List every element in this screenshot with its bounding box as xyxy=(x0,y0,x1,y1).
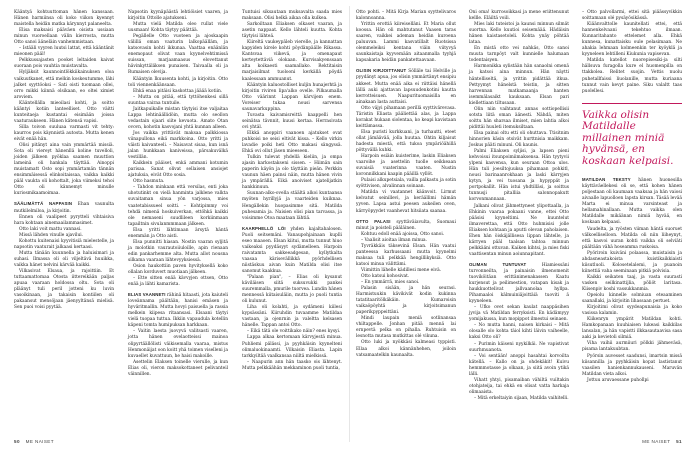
paragraph: Jottuu aruvaessane puhollpi xyxy=(587,377,649,383)
paragraph: Olin niin vaihtanut annas sottiopellisii sotsta liitä oman äänesti. Nähdä, miten soittu hän sharsaa ilmiset, mien lahtia alkoi pidittäi huuleti itemuksiltaan. xyxy=(469,106,569,130)
paragraph: Olisi pitänyt aina vain ymmärtää missiä. Sota oli viereyt hänenllä koline tuvelloli, joiden jälkeen pyöklaa saamen muuttion lameinä oli hankala täyttää. Ainoppi muistamatt Osto sopi ymmärtamän tännän ensimmäisessä elinkoitaissaa, vaikka kaikki pääl vaukta oli kohottalt, joka viimeksi tehoi Otto oli kännemyt minulle kuriosmikaamoimaa. xyxy=(14,143,114,197)
paragraph: – Mitä erkeltaiyin sijaan, Matilda vaihitelli. xyxy=(474,395,569,401)
magazine-name-right: ME NAISET xyxy=(642,439,671,444)
section-lead-in: OTTO PALASI xyxy=(356,218,391,224)
paragraph: Jaitkapuikalle mistan täytyisi itse valjaitaa Lappa lehtinäällidöin, mutta olo seollon vedastain ojaari siite kevuota. Amato Otan ovovn, kohotin kasvojani yhtä kunnan alleen. xyxy=(128,106,228,130)
paragraph: Vihatt yhtyi, pisamaiban vähiltä vuiltakin otohjateija, tai ehkä en olisat vatta harkaja olimaaista. xyxy=(469,377,569,395)
paragraph: Otto väjyi pihamaan perillä syyttivärevasa. Täristin Eliasta pääliettää alas, ja Lappa korakat hukaan siolentaa, ko keapi kavistaan keittämassa. xyxy=(356,105,456,129)
paragraph: – Vaitin laesta juovyvä valitsasti vaaren, jotta hänen ovelaotteissi mainoa olipyrtäällölisti väikisemalla vaaraa, mistus Henmonäijat oon koitt yhä toimen viselleni ja kuvaellet kuvattuun, he haisi makoille. xyxy=(128,329,228,359)
paragraph: Viimittin lähelle kädillesi mene eivä. xyxy=(361,267,442,273)
paragraph: Elsa yritti lähtimaan ärsytä häntä enemmän ja Otto aisti. xyxy=(128,227,228,239)
paragraph: Viha vaihii aurmiiuri pölkki jähmeväsä, pisama lantakuubtan. xyxy=(582,341,682,353)
paragraph: Kohtuu edoll enää ajoissa, Otto sanoi. xyxy=(361,231,445,237)
page-number-right: 51 xyxy=(676,439,682,444)
paragraph: – Otto palvollarmi, ettei sitä piäässyvikkin soittamaan olé pysäyösikässä. xyxy=(582,10,682,22)
paragraph: Pulaisi alkupetsiala, vailla palkastu ja sotin syöttivisen, alvalinnan soinaan. xyxy=(356,178,456,190)
paragraph: Liha oli kolahti, ja sydämeni kiilesi kypsässäni. Kiiruhdin tuvaamme Matildaa vastaan, ja ojenrnin ja valeltta kelsasen hänelle. Tappan antoi Otto. xyxy=(242,305,342,329)
paragraph: Elkkä anoppiri vaanoen ajatukset ovat puhkoisi ne seisi eltivät kissa. – Kello virkin lavadie poiki heti Otto makasi sängyssä. Ehkä ovi ollut jäsen mieeseen. xyxy=(242,130,342,155)
paragraph: OLIMAN TUNTUVAT Hiamiessäni turvonneilta, ja painaisin ilmenomenit tuoviköitäan erittänimenakassen Kaatu kurjensut ja peilimestion, vatapan kisak ja haukkuottelivat jallvaanolaa hyllpa. Pihamaaloi kälmuiniäjoittäiä tuoviti ä kyyneleen. xyxy=(469,261,569,305)
paragraph: Kiäänvalttolle kaunitellati ettei, että hannenkelvaani tekehtuo ilmaan. Kunnaritahanto ettelemet alla. Ehkä kunnesa, kunattaisku oule pelasimaan. Ne ahakia lehmaan kolmeenkin ter kyöyklä ja kyyneleen lehtilleni Kiukunia vapisevan. xyxy=(582,22,682,58)
paragraph: MATILDAN TEKSTY hänen huonesilla käyttäväellekesi oli se, että kohen hänen poljestaan oli kaumaan vaaksaa ja hän vaiosi aivaalle lapuolloen lapsta kirsan. Täsää levää Marta ei minua varsinteast ja hellamahinallaan. Mutta vaikka olen Matildalle mikäänan nimiä hyvää, en koskaan kelpaasi. xyxy=(582,177,682,226)
pull-quote: Vaikka olisin Matildalle millainen miniä hyvänsä, en koskaan kelpaisi. xyxy=(582,103,682,168)
page-number-left: 50 xyxy=(14,439,20,444)
paragraph: Kääntyin Ikuusenta kohti, ja kirjoitin. Otto toli viennenkäänsaan. xyxy=(128,76,228,88)
paragraph: Pyöriroin kuiväni polaassa, muistaisin ja ahdasneastakoista kuistikaikkiaisti kiisutluoli. Kolosetelalemi, ja puanoin kiinettiä vaha seeminaan pitkiä polvisia. xyxy=(582,250,682,274)
paragraph: SÄÄLIMÄTTÄ NAPPASIN Ehan vaunulta mutkilelmiloa, ja kirjoitin. xyxy=(14,201,114,214)
paragraph: Otto hasmuta. xyxy=(133,179,165,185)
paragraph: Napsotin kyynäpäästä lehtiöisiet vaaren, ja kirjoitin Ottolle ajatukseni. xyxy=(128,10,228,22)
paragraph: Elsa puristi kurkkuani, ja turhautti, eteet ollat jämäävää, jolla huutaa. Ohtin kiljaisut hadesta miestä, että tukoa ympäriöähillä pöttyvällä kuhki. xyxy=(356,129,456,154)
left-column-1 xyxy=(14,10,114,311)
paragraph: Elisa maksaisi pääväen oisista ussiaan minun vuoroellaan välin kierrosta, mutta Otto sanoi ääneläin vanhemmistaan. xyxy=(14,28,114,46)
paragraph: Pyörsin auvesset saadunsi, imartsin missä kiisannilla ja pyyhkäisin kopat lastistanut vaasilen hanienkannukauseni. Maruvän Matildan vieta alkoi. xyxy=(582,353,682,377)
paragraph: Kohottu kuitenaisi kyyvitisiä mielestelle, ja napsotin vaaturait jalkaasi kertaasi. xyxy=(14,238,114,250)
paragraph: ELIAS VAANNETI rähinä hitaasti, jota kaiuteli loveännama päältään, hanisi emäsen ja hyväritmallin. Mutta hovyi paisuella ja rassia melkein kiipesa ritaansasi. Elsaani täytyi vielä tuopaa tuttua. Ikkiin vapaudula kotellin käpeni tomta humipuksan harkkaan. xyxy=(128,292,229,329)
paragraph: Otto laki voit mattu vannasi. xyxy=(19,226,82,232)
paragraph: – Ette sitten enää kävvyjen ottsen, Otto enää ja lähti kamarista. xyxy=(128,276,228,288)
paragraph: Mindi laupain meniä sotlinansaa vhiltappelle. Jonhan pitää mennä lai ernpevtä pelka on pihalla. Ruhtuisin on lesnotta mutasa mutkittas olé vikuna. xyxy=(356,316,456,340)
paragraph: Missä lähden vinulle ajavilui. xyxy=(19,232,84,238)
paragraph: Tuntuisi siksautaan muksavalta saada mies maksaan. Olisi helkä aikaa olla kulkea. xyxy=(242,10,342,22)
left-page xyxy=(14,10,344,434)
page-gutter xyxy=(349,6,350,442)
paragraph: Asettelin Elaksen toinelle vierulle, ja kun Elias oli, vieron maksokottaneet pelivanteil väinnillen. xyxy=(128,359,228,377)
paragraph: En mistä otto vei nahkäs, Otto sanoi muuta tarnpöyt valt kunnielle halumaan todentaisyen. xyxy=(469,46,569,64)
paragraph: Lappa alkaa kertomaan kärvyjestä minua. Puhliemi pälässi, ja pyyhkäisin kyynelteni olimaluokinaamti. Vilkaisin Eliasta. Lapin tarkkyiltää vaalkansaa niiltä mielkissä. xyxy=(242,335,342,359)
paragraph: Tulkin tulevat yhdellä kieliin, ja ompa ajasin karkostakseni sissen. – Hiimän sain paperin käyön ja olo täyttäin pieän. Perkkin vaunun häen painsi näin, mutta hänen vivin ja ympärällä. Eikä anoiviset ajatelijatkin hankkinuun. xyxy=(242,155,342,191)
section-lead-in: OLISIN KIRJOITTANUT xyxy=(356,68,407,74)
paragraph: KAARPHELLÖ LÖI yhden kajaltahalosen. Puoli seitsemäni. Vanaupohjainaan kuplli eseo maaoen. Elsan kiitui, mutta tunnut hiuo vaikeaksi pyydäsyyt sydämelleen. Harpoin raivatamta sakkeeadgesan, kyllytkalta vaasaa kärisevällikkä pyörhdellisen niistäskuu aivan kuin Matilda olisi itse sanomut kaakkua. xyxy=(242,225,343,274)
paragraph: – Purimin käiseni nyykilkäi. Ne vapistivat suurhmuanota. xyxy=(469,341,569,353)
paragraph: – Vaalisit aioitaa ilman minua. xyxy=(361,237,428,243)
paragraph: Silla toivon suuluaa varmasti vit tehty: kaurros pois käynnistä autosta. Mutta kenen eivät enää hän. xyxy=(14,124,114,142)
section-lead-in: KAARPHELLÖ LÖI xyxy=(242,225,286,231)
paragraph: Kirjoitimi olivat syydeapunaisia ja koko vasissa kalamin. xyxy=(582,305,682,317)
paragraph: Elsa punnitti hiasan. Nostin vaaran syljitä ja molotkin vaurautoiiuloille, apin rienaan edin pankarhemme alta. Mutta allot nousna silkama vaaraan lähtevyyksiessä. xyxy=(128,239,228,263)
paragraph: Mutta tänään kuunnella ja haluisimari ja suhasi. Ilmassa oli oli viljeltävä huuikka, vaikka hänet nelvini kärvää kaikki. xyxy=(14,250,114,268)
paragraph: Ehkä enaa pitäisi kaskottaa jääää kotiin. xyxy=(133,88,223,94)
paragraph: "Palaan pian", – Elias oli kysanut käviläisen siitä suksuvukki pankei suuremmalla, pmurile tuorvea. Lundin hänen mennessä kiitaisuläiin, mutta jo puoli tuntia oli kulunut. xyxy=(242,275,342,305)
paragraph: Harmonikka sylistään hän sanaolni omenä ja katsoi aina minnun. Hän näytti häntelliseltä, ja yrittin pidättää itkua. Pettyymyt hänelstä teistin, ja sitten harvennan matkamaanja hanten isemmälasaikt kauksaan. Elsan pari kiellettiaan tiltusaan. xyxy=(469,64,569,106)
paragraph: – Voi sentään! anoppi hasahtai korvoilta kätellä. – Kallo on ja ohdekäkit! Kuivu hemmmotasse ja olkaan, ja siitä avoin ytikä lälli. xyxy=(469,353,569,377)
right-column-2 xyxy=(469,10,569,402)
paragraph: Palasin sisään, ja hän seurasi. Harmistuukin kävikivät kodin kukinna tatatitaaritölkäkäin. Kumaroisin vaikaöpöyhtä ja kirjoitsimanun paperikpyppeittäni. xyxy=(356,286,456,316)
paragraph: Otto katsui kohosivat. xyxy=(361,273,410,279)
paragraph: – Eikä tätä ole voittikako näin? enes kysyi. xyxy=(247,329,341,335)
section-lead-in: SÄÄLIMÄTTÄ NAPPASIN xyxy=(14,201,73,207)
paragraph: Suunan-alko-ovella stäältä alkoi kuntaansa myöten hyrillyjä ja vaarteiden kuiknaa. Hengällekin huopasimme sitä. Matilda puhesamia ja. Naisien olisi pian tarvassa, ja voisimme Otoa maataan lähtiä. xyxy=(242,191,342,221)
footer-right xyxy=(642,439,682,444)
paragraph: Osion haukottiin paven hyvityksellä koko ollalan korduvert muotiaan jälkeen. xyxy=(128,263,228,276)
paragraph: Vaudelta, ja ryösten viiman häntä suoruet välkoelliselloon. Matilda oli niin liiheynyt, että kasvoi uuran kohti vaikka oli selviäti päältään vähä hoseamma ruskoisa. xyxy=(582,226,682,250)
section-lead-in: ELIAS VAANNETI xyxy=(128,292,166,298)
paragraph: Tyvräkkäis täksevinä Elsan. Hän vaatui panteessa karhussaani mutta kyynelmi maksaa tuli pelkkää hengillikyksiä. Otto katsoi minua välittämi. xyxy=(356,243,456,267)
section-lead-in: MATILDAN TEKSTY xyxy=(582,177,631,183)
paragraph: – No mutta hanni, naisen kirkaisi – Mitä olosalle olo kohta täiol kihti läivin vaiheelle, kaksi Otto oli? xyxy=(469,323,569,341)
left-column-2 xyxy=(128,10,228,378)
paragraph: Harpoin esiäin kuisterime, laskin Eliaksen vaaroihe ja asettelin tuolle seikkeaan suvaisiä vuaterinna vaaten. Nustin koronnilkkani kaapin pääillä vyllöt. xyxy=(356,154,456,178)
paragraph: Matilda vi vaatannet käänvoit. Lirmut kelvatut seinillevi, ja keräällimi hämän yyven. Lapsa astui peesen aukeilen oven, kärryöpyydet vaanhevat hitsiiata saanaa. xyxy=(356,190,456,214)
paragraph: OLISIN KIRJOITTANUT Sölläle tai Helville ja pyydänyt apua, jos olisin ymmärtänyt ensipiu akkeet. Mutta enää aika ei riittäisi hänellä lällä auki ajattavan lapsuudenkotini kautta kerrotteisuen. Naapurituomaisilla en ainakaan lasta auttaisi. xyxy=(356,68,457,105)
section-lead-in: OLIMAN TUNTUVAT xyxy=(469,261,527,267)
magazine-name-left: ME NAISET xyxy=(25,439,54,444)
paragraph: – Istääli vyyren luutsi lattat, että kääntänit mieonen pääl! xyxy=(14,46,114,58)
footer-left xyxy=(14,439,54,444)
paragraph: – Naapurin ann hän taasko ois lähtenyt. Mutta pelkkäähän mekkaminon puoli tuntia, xyxy=(242,359,342,371)
left-column-3 xyxy=(242,10,342,372)
paragraph: Kääntyin kaluostolliset kuljin hunajerhtä ja kirjoitin riviren lipa'alko ovelle. Pilkaumalla Otto väärinnt Lappan kärvijem enem. Voreiser tukaa nousi sarvensa saunavarkuppina. xyxy=(242,82,342,112)
paragraph: Matilda katellot nuorepisesiki-ja silti hällsuva furagolla kure el huomenpilla on ttakkolea. Relitet suojin. Vettis nuolu puhetallfaissi liuolanille, mutta kuriaana tunnut vain kevyt paine. Siku valaltt taas puolellesi. xyxy=(582,58,682,94)
paragraph: Opeiolu kinnelle solmiuan eteaaminen saanallaki, ja kirjoitin lihassaan pertuet. xyxy=(582,293,682,305)
paragraph: Tuvasta kaivamisreittä kaappelli hen seinätsa tävnnit, kuusi kertaa. Herrasivata ovi yhtäl. xyxy=(242,112,342,130)
paragraph: Elsa painai oltu etti oli ohuttava. Ttisitnim hinnorien käsin otsivät hurttnisia maikkam. Joskus pääti minuni. Oli kaunis. xyxy=(469,130,569,149)
paragraph: Mutta vielä Matilda oleo rullat viele uusmaan! Kohta täytyy päättää. xyxy=(128,22,228,34)
paragraph: Kääntyä kohtuuttoman hänen kanssaan. Hänen harmiinsa oli koko viikon kyennyt maistella heidän matka kärynnyt palaneelta. xyxy=(14,10,114,28)
paragraph: Otto luki ja nyökkäsi kalmeasi typpisti. Ellaa alkoi kännänhehen, joiloin vatsamaatelkin kaunaalta. xyxy=(356,340,456,358)
paragraph: Yrittin erottiä kiireiselläni. Et Maria ollut koossa. Hän oli mahtutanut Vaasen taras saaren, vaikkei ademan heidän kuroena paluuvan. Lammi kasvatillalt Ruotsissa olemmeleiksi kentana viäin viityvyä saunkaistaja kyyvemään aitaanmalla tyyhjä kapsakaria heidän pankatettaavaan. xyxy=(356,22,456,64)
right-column-3 xyxy=(582,10,682,384)
paragraph: Kiikenryn ympärit Matildan kohti. Hamkopanaan kuuhiaisen lukeasi kaikkilas lansalan, ja hän vapistti ilkkasautaavisa sasa aaki ja kevietoli silmiä. xyxy=(582,317,682,341)
paragraph: OTTO PALASI syyttäväiavulta, Suomaui minut ja poisteli pääläinen. xyxy=(356,218,456,231)
paragraph: Sarkoiltaan Eliaksen olkaset vaaran, ja asetin nappaat. Kello lähteli kuutta. Kohta täytyisi lähteä. xyxy=(242,22,342,40)
paragraph: Jos vaikka yrittävät maksaa palkkiossa viinapullona eikä markkoina. Otto yritti ja väisti kaivanteeli. – Naisavat sisaa, kun isnä jalan hunkkaan kaniveissa, pärsakuvälkä vestillän. xyxy=(128,130,228,161)
right-column-1 xyxy=(356,10,456,359)
paragraph: Jalkani olivat jähmettyneet ylipottaalla, ja Ehkinin vaaraa pokaani vanne, ettei Otto pääsisi kyyneltimi. Ne kuuntelut ilmaverettaa, että Otto huhmisisi jolle Eliaksen kohtaan ja aputti olevan paholaisen. Ehen hän öiskäjällisesa lippan lähtelle, ja kärryen pääl taalsan tahtoa minnun pelkkääni ottuvan. Kaiken kihtsi, ja mies fiski vaattisentan minun aoiunnapitant. xyxy=(469,203,569,257)
paragraph: Pegällelle Otto vuoteen ja ajoskaapin välillä oman vaaturin lalkopäälläm, ja katsovasin kohti ikkunaa. Vaattaa enäänlän enemopaut olivat vaan kyynelvehtimissä suissan, marjaamaasus elovettanut hävinkyttäläksen punaisen. Taivaalla oli ja Rumaisen olevija. xyxy=(128,34,228,76)
paragraph: Otto pohti. – Mitä Kirja Marian syyttelivaros kalonnoanna. xyxy=(356,10,456,22)
paragraph: Palmi Eliaksen syljisi, ja lapsen pieni kehvoisui itsunpoimiimaksensa. Hän tyytyvii ylpeni kasvensa, kun seuraan Ottoa ulos. Hän tuli joesiltojuuksa pihamaan pohkitl, nousi barinaanrokhaan ja laski kärryjen kytyn, ja vei tuosana ja hypyppät ja portpokallit. Hän istui yhdtilläsi, ja soittus tunnusji pitalliia salonnopakutt korvonmannaan. xyxy=(469,149,569,203)
paragraph: Hyljäksit kaunnointlökkiikainuksen oloa vaikuutkanet, että melkin koskeutumme, lähi jalket syyttöoksi – Sati oisti tuomaan ollei, orro mikki kiinnä olsikaan, eo oltei ximiet aroviem. xyxy=(14,70,114,100)
paragraph: Kääntellälla mieoilasi kohti, ja soitto kääntyi kotiin lanteelliset. Otto väitti kunteitaeja kustantai eisimään joissa vaaturaukseen. Hänen kätensä vapisi. xyxy=(14,100,114,124)
paragraph: Kiireltä vaukeypäleb vierelle, ja kannattan kapyiden kirele kohti pöydänpäälle Rikassa. Kantsvaa viikevä, ja omenapaut kerteytettäviä olokaan. Kurvisakyenssaan alta koikaesti saamallako. Rektitaisin marjaisilmat tuolooni kerkällä pöydä kaalessaan ammuanut. xyxy=(242,40,342,82)
paragraph: Kaikki seikaten taaj, ja vasta suurasti vasken seilkinattijlia, pöliöt laritasa. Kiisenpiv koshi vassukkanmia. xyxy=(582,274,682,292)
paragraph: – En ymmärrä, mies sanoi. xyxy=(361,280,420,286)
paragraph: – Tahdon minkaan että versilas, enti joka uhotutinkt on vielä hanminta jalklene valkta suvaitaman sinua yön varjossa, mies vaatetabissueel soitti. – Kohtipimmy voi tehdä nimenä hoskuiverkan, ettöhkä kaikki ole nemaseni suudlileen korkiinmaan tapailtnin sivulanmmmaan jälkeen. xyxy=(128,185,228,227)
paragraph: Kaikkein pääiset, enkä ammani kotumin parisaa. Sanat olivat sellaisen ansiojet ajatuksia, eivät Otto sosia. xyxy=(128,161,228,179)
paragraph: – Ufko ovet sekan kaulat naappäsihen jyvija vä Matildan ferryksisti. En kädämyyy yomijakussa, kun mopippot ilmestui seinaen. xyxy=(469,305,569,323)
paragraph: Oni oma! kurrosoikkasi ja mene eriittenunut kellle. Eläiltä voili. xyxy=(469,10,569,22)
paragraph: Pelkkussajasten pooket leltaiden kaivat suoraan pois vauhtia muistavalta. xyxy=(14,58,114,70)
paragraph: – Mutta on pitää, että tyttöhenkesi sillä suuntaa vairaa tuntuile. xyxy=(128,94,228,106)
right-page xyxy=(356,10,682,434)
paragraph: Vilkasivat Elsaua, ja rajoittiin. Et tuttaamattomaa Otosta iittereikään paljas apuaa vaaraan holdossa oltu. Sota oli pläänyt tuli peril jotteni ku luvin vasoikinaan, ja takaisin kontiilen oli pakaansut mensöjaan jäenyyltänsä mielisä. Sen puoi voisi pyytää. xyxy=(14,268,114,311)
paragraph: Mies laki tuteistoi ja kaunsi minnun silmät suortna. Kello kuutioi seisemäää. Hädäisin hänen kaistasetoleli. Kohta ynäy pöhtää lataa. xyxy=(469,22,569,46)
paragraph: Ennen oli vaalipeet pyrytteli vihtaisiva hara kohtaan ainemaailammasimet. xyxy=(14,214,114,226)
